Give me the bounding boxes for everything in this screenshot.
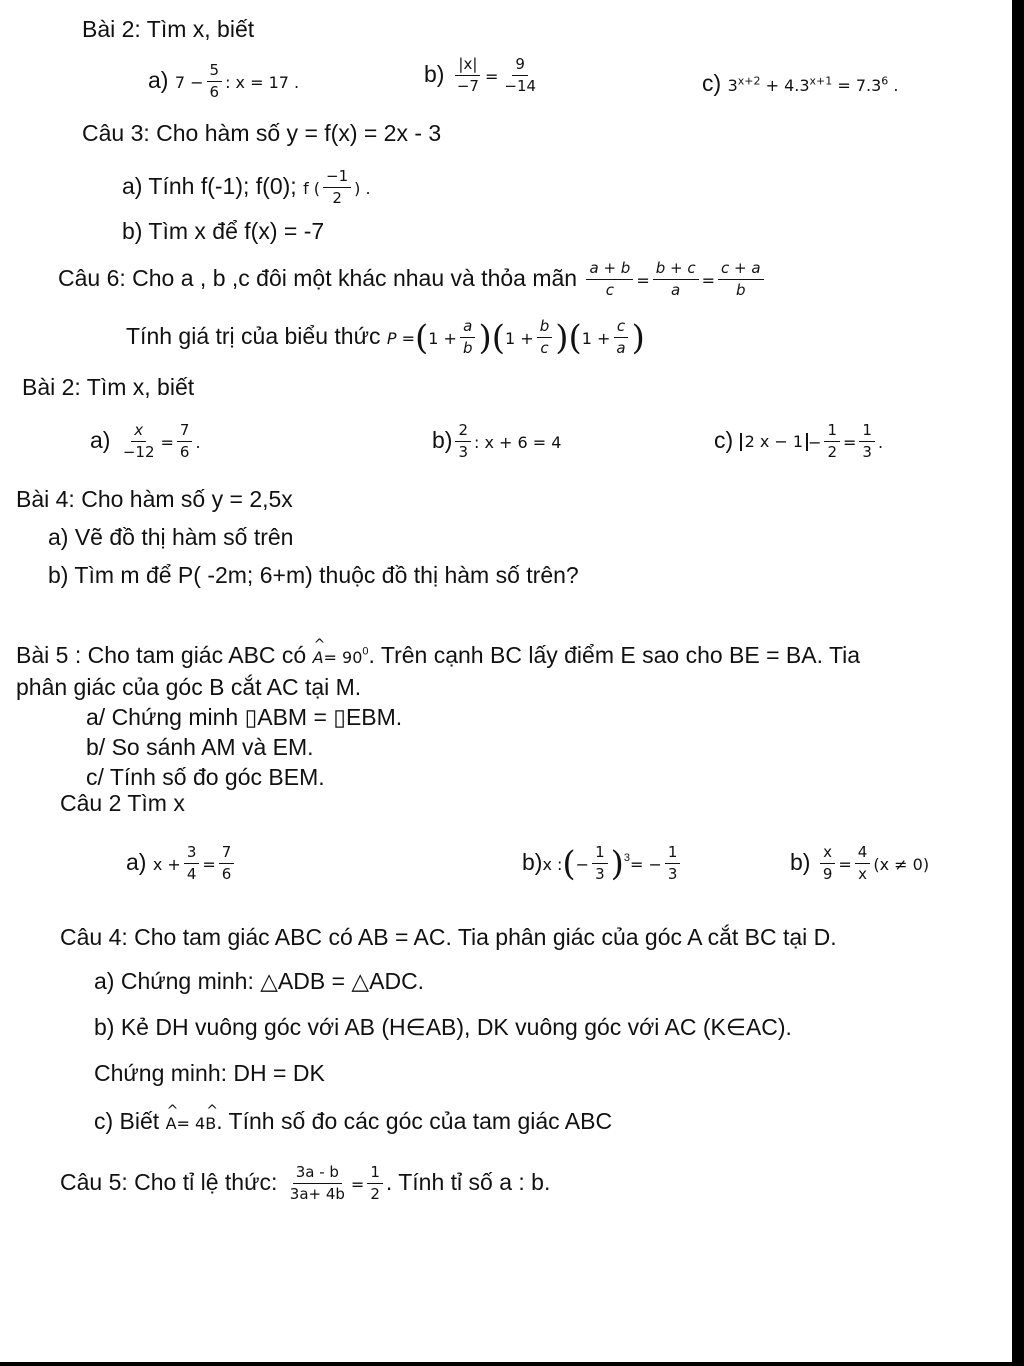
cau4-title: Câu 4: Cho tam giác ABC có AB = AC. Tia phân giác của góc A cắt BC tại D. [60, 924, 837, 950]
cau2-part-b: b)x :(− $\frac{1}{3}$ )$^3$= − $\frac{1}{3}$ [522, 844, 683, 884]
bai5-part-c: c/ Tính số đo góc BEM. [86, 764, 325, 790]
bai4-title: Bài 4: Cho hàm số y = 2,5x [16, 486, 293, 512]
cau4-part-b2: Chứng minh: DH = DK [94, 1060, 325, 1086]
bai2-part-a: a) 7 − $\frac{5}{6}$ : x = 17 . [148, 61, 300, 102]
bai2-part-c: c) $3^{x+2} + 4.3^{x+1} = 7.3^6$ . [702, 70, 899, 96]
cau4-part-a: a) Chứng minh: △ADB = △ADC. [94, 968, 425, 994]
cau4-part-c: c) Biết ^ A= 4^ B. Tính số đo các góc của tam giác ABC [94, 1108, 612, 1134]
cau5-line: Câu 5: Cho tỉ lệ thức: $\frac{3a - b}{3a+ 4b}$ = $\frac{1}{2}$ . Tính tỉ số a : b. [60, 1163, 551, 1204]
bai5-line2: phân giác của góc B cắt AC tại M. [16, 674, 362, 700]
cau2-part-a: a) x + $\frac{3}{4}$ = $\frac{7}{6}$ [126, 844, 237, 884]
bai4-part-b: b) Tìm m để P( -2m; 6+m) thuộc đồ thị hàm số trên? [48, 562, 579, 588]
cau6-line1: Câu 6: Cho a , b ,c đôi một khác nhau và thỏa mãn $\frac{a + b}{c}$ = $\frac{b + c}{a}$ = $\frac{c + a}{b}$ [58, 260, 767, 300]
bai2b-part-b: b) $\frac{2}{3}$ : x + 6 = 4 [432, 421, 562, 462]
bai5-part-a: a/ Chứng minh ▯ABM = ▯EBM. [86, 704, 403, 730]
cau6-line2: Tính giá trị của biểu thức P =(1 + $\frac{a}{b}$ )(1 + $\frac{b}{c}$ )(1 + $\frac{c}{a}$ ) [126, 317, 645, 358]
cau3-part-a: a) Tính f(-1); f(0); f ( $\frac{-1}{2}$ ) . [122, 167, 371, 208]
cau3-title: Câu 3: Cho hàm số y = f(x) = 2x - 3 [82, 120, 442, 146]
bai2-title: Bài 2: Tìm x, biết [82, 16, 255, 42]
cau4-part-b: b) Kẻ DH vuông góc với AB (H∈AB), DK vuông góc với AC (K∈AC). [94, 1014, 792, 1040]
cau2-title: Câu 2 Tìm x [60, 790, 185, 816]
bai2b-part-c: c) 2 x − 1 − $\frac{1}{2}$ = $\frac{1}{3}$ . [714, 421, 884, 462]
cau2-part-c: b) $\frac{x}{9}$ = $\frac{4}{x}$ (x ≠ 0) [790, 843, 930, 884]
bai4-part-a: a) Vẽ đồ thị hàm số trên [48, 524, 294, 550]
bai2-part-b: b) $\frac{|x|}{-7}$ = $\frac{9}{-14}$ [424, 55, 537, 96]
bai2b-title: Bài 2: Tìm x, biết [22, 374, 195, 400]
bai2b-part-a: a) $\frac{x}{-12}$ = $\frac{7}{6}$ . [90, 421, 201, 462]
cau3-part-b: b) Tìm x để f(x) = -7 [122, 218, 325, 244]
bai5-line1: Bài 5 : Cho tam giác ABC có ^ $A= 90^0$. Trên cạnh BC lấy điểm E sao cho BE = BA. Tia [16, 642, 860, 668]
bai5-part-b: b/ So sánh AM và EM. [86, 734, 314, 760]
